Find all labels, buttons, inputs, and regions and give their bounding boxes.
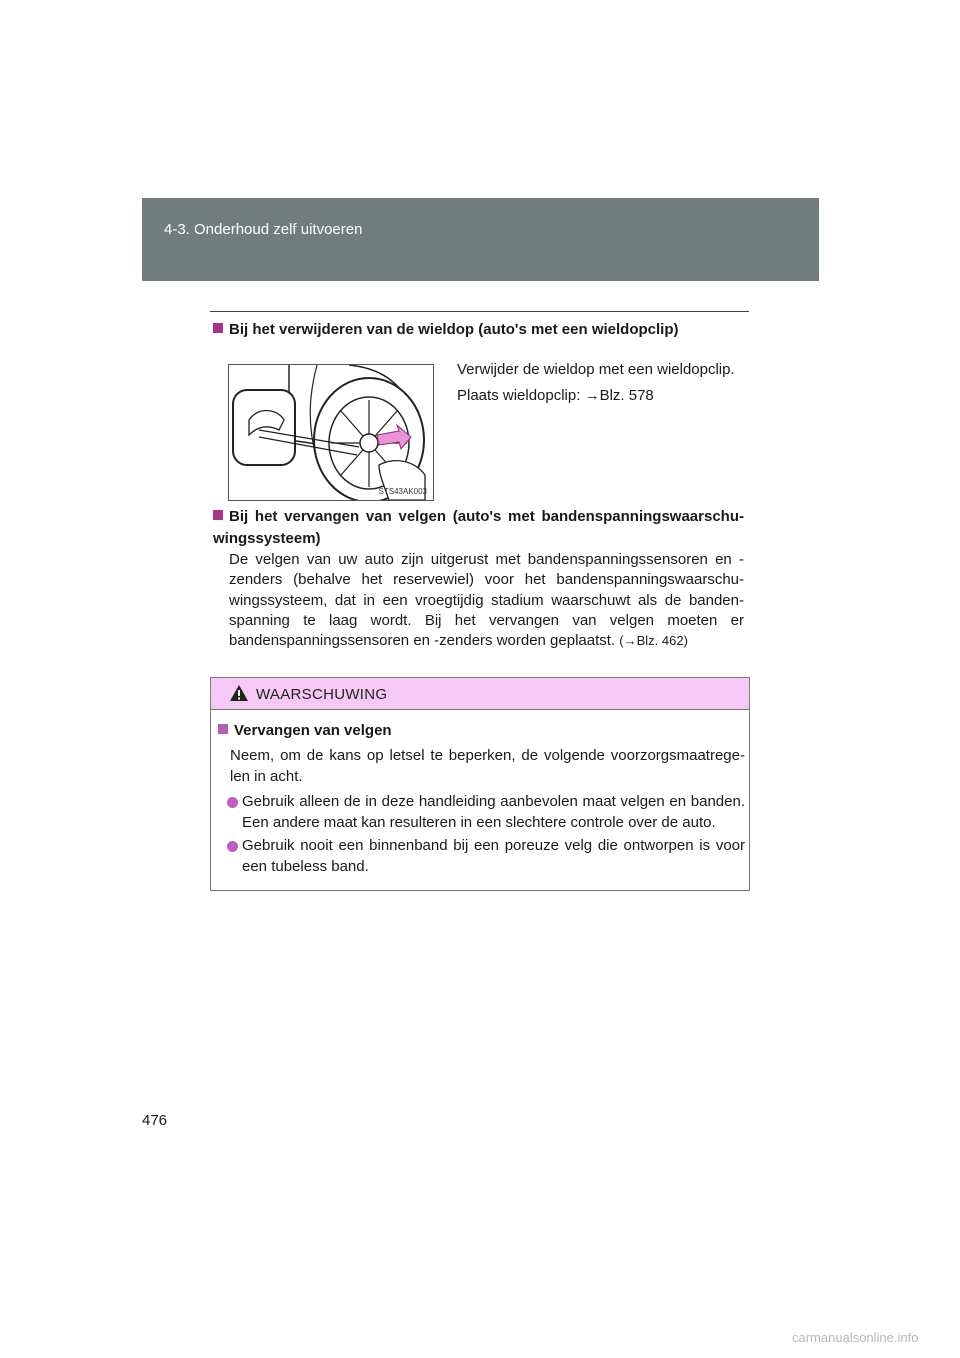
warning-header — [211, 678, 749, 710]
bullet-dot-icon — [227, 841, 238, 852]
page-reference: (→Blz. 462) — [619, 633, 688, 649]
warning-triangle-icon — [229, 684, 249, 702]
figure-code: STS43AK003 — [378, 487, 427, 496]
page-number: 476 — [142, 1112, 168, 1129]
section-title: 4-3. Onderhoud zelf uitvoeren — [164, 221, 363, 238]
warning-bullet: Gebruik alleen de in deze handleiding aanbevolen maat velgen en banden. Een andere maat kan resulteren in een slechtere controle over de auto. — [227, 792, 745, 833]
section-header-bar — [142, 198, 819, 281]
top-rule — [210, 311, 749, 312]
bullet-dot-icon — [227, 797, 238, 808]
square-bullet-icon — [218, 724, 228, 734]
warning-box — [210, 677, 750, 891]
square-bullet-icon — [213, 323, 223, 333]
rim-replacement-paragraph: De velgen van uw auto zijn uitgerust met bandenspanningssensoren en -zenders (behalve het reservewiel) voor het bandenspanningswaarschu-wingssysteem, dat in een vroegtijdig stadium waarschuwt als de banden-spanning te laag wordt. Bij het vervangen van velgen moeten er bandenspanningssensoren en -zenders worden geplaatst. (→Blz. 462) — [229, 551, 744, 650]
square-bullet-icon — [213, 510, 223, 520]
warning-subheading: Vervangen van velgen — [218, 722, 392, 739]
heading-wheel-cap-removal: Bij het verwijderen van de wieldop (auto's met een wieldopclip) — [213, 321, 679, 338]
warning-title: WAARSCHUWING — [256, 686, 388, 703]
watermark: carmanualsonline.info — [792, 1330, 919, 1345]
heading-rim-replacement: Bij het vervangen van velgen (auto's met bandenspanningswaarschu-wingssysteem) — [213, 508, 744, 547]
wheel-cap-illustration — [228, 364, 434, 501]
warning-bullet: Gebruik nooit een binnenband bij een poreuze velg die ontworpen is voor een tubeless band. — [227, 836, 745, 877]
instruction-line-1: Verwijder de wieldop met een wieldopclip. — [457, 361, 735, 378]
warning-intro: Neem, om de kans op letsel te beperken, de volgende voorzorgsmaatrege-len in acht. — [230, 747, 745, 785]
instruction-line-2: Plaats wieldopclip: →Blz. 578 — [457, 387, 654, 404]
wheel-cap-drawing — [229, 365, 433, 500]
